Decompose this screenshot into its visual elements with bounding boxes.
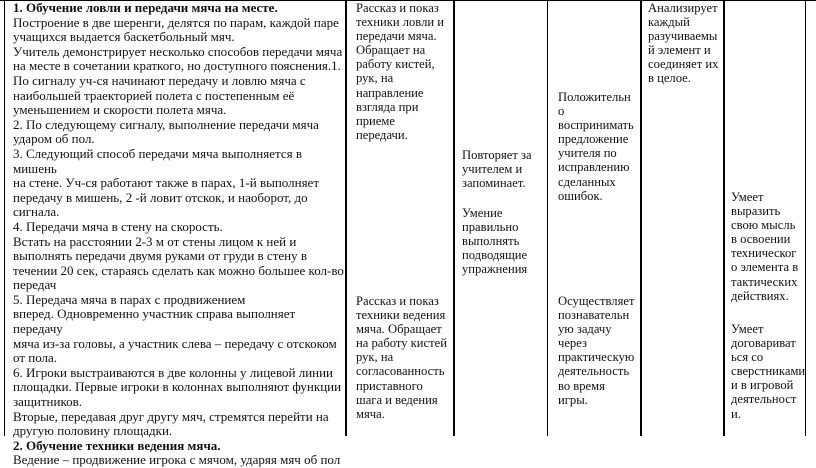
- personal-outcome: [558, 90, 642, 203]
- student-activity-cognitive: [558, 294, 642, 407]
- student-activity-text-3: Осуществляет познавательн ую задачу через практическую деятельность во время игры.: [558, 294, 635, 407]
- paragraph-cross-court: Вторые, передавая друг другу мяч, стремятся перейти на другую половину площадки.: [13, 408, 329, 439]
- student-activity-skill: [462, 206, 546, 276]
- communicative-outcome-expression: [731, 190, 809, 303]
- section-heading-dribbling: 2. Обучение техники ведения мяча.: [13, 437, 221, 453]
- paragraph-target-pass: 3. Следующий способ передачи мяча выполняется в мишень на стене. Уч-ся работают также в парах, 1-й выполняет передачу в мишень, 2 -й ловит отскок, и наоборот, до сигнала.: [13, 145, 320, 220]
- section-heading-catching-passing: 1. Обучение ловли и передачи мяча на месте.: [13, 0, 278, 15]
- border-col3-col4: [547, 0, 548, 436]
- personal-outcome-text: Положительн о воспринимать предложение учителя по исправлению сделанных ошибок.: [558, 90, 634, 203]
- border-col1-col2: [345, 0, 347, 436]
- teacher-activity-catching: [356, 1, 452, 142]
- communicative-outcome-text-1: Умеет выразить свою мысль в освоении техническог о элемента в тактических действиях.: [731, 190, 799, 303]
- cognitive-outcome: [648, 1, 724, 86]
- student-activity-text-2: Умение правильно выполнять подводящие упражнения: [462, 206, 528, 277]
- paragraph-two-columns: 6. Игроки выстраиваются в две колонны у лицевой линии площадки. Первые игроки в колоннах выполняют функции защитников.: [13, 364, 342, 410]
- teacher-activity-text-2: Рассказ и показ техники ведения мяча. Обращает на работу кистей рук, на согласованность приставного шага и ведения мяча.: [356, 294, 447, 421]
- paragraph-dribbling-definition: Ведение – продвижение игрока с мячом, ударяя мяч об пол: [13, 452, 341, 468]
- cognitive-outcome-text: Анализирует каждый разучиваемы й элемент и соединяет их в целое.: [648, 1, 719, 86]
- student-activity-text-1: Повторяет за учителем и запоминает.: [462, 148, 532, 191]
- communicative-outcome-agreement: [731, 322, 809, 421]
- content-column: [13, 1, 344, 468]
- communicative-outcome-text-2: Умеет договариват ься со сверстниками и в игровой деятельност и.: [731, 322, 806, 421]
- border-left: [4, 0, 5, 436]
- teacher-activity-dribbling: [356, 294, 452, 421]
- paragraph-formation: Построение в две шеренги, делятся по парам, каждой паре учащихся выдается баскетбольный мяч.: [13, 14, 339, 45]
- paragraph-demonstration: Учитель демонстрирует несколько способов передачи мяча на месте в сочетании краткого, но доступного пояснения.1. По сигналу уч-ся начинают передачу и ловлю мяча с наибольшей траекторией полета с постепенным её уменьшением и скорости полета мяча.: [13, 43, 343, 118]
- teacher-activity-text-1: Рассказ и показ техники ловли и передачи мяча. Обращает на работу кистей, рук, на направление взгляда при приеме передачи.: [356, 1, 444, 142]
- paragraph-pair-advance: 5. Передача мяча в парах с продвижением вперед. Одновременно участник справа выполняет передачу мяча из-за головы, а участник слева – передачу с отскоком от пола.: [13, 291, 337, 366]
- student-activity-repeat: [462, 148, 546, 190]
- border-col2-col3: [453, 0, 455, 436]
- paragraph-bounce-pass: 2. По следующему сигналу, выполнение передачи мяча ударом об пол.: [13, 116, 319, 147]
- paragraph-wall-pass: 4. Передачи мяча в стену на скорость. Встать на расстоянии 2-3 м от стены лицом к ней и выполнять передачи двумя руками от груди в стену в течении 20 сек, стараясь сделать как можно большее кол-во передач: [13, 218, 344, 293]
